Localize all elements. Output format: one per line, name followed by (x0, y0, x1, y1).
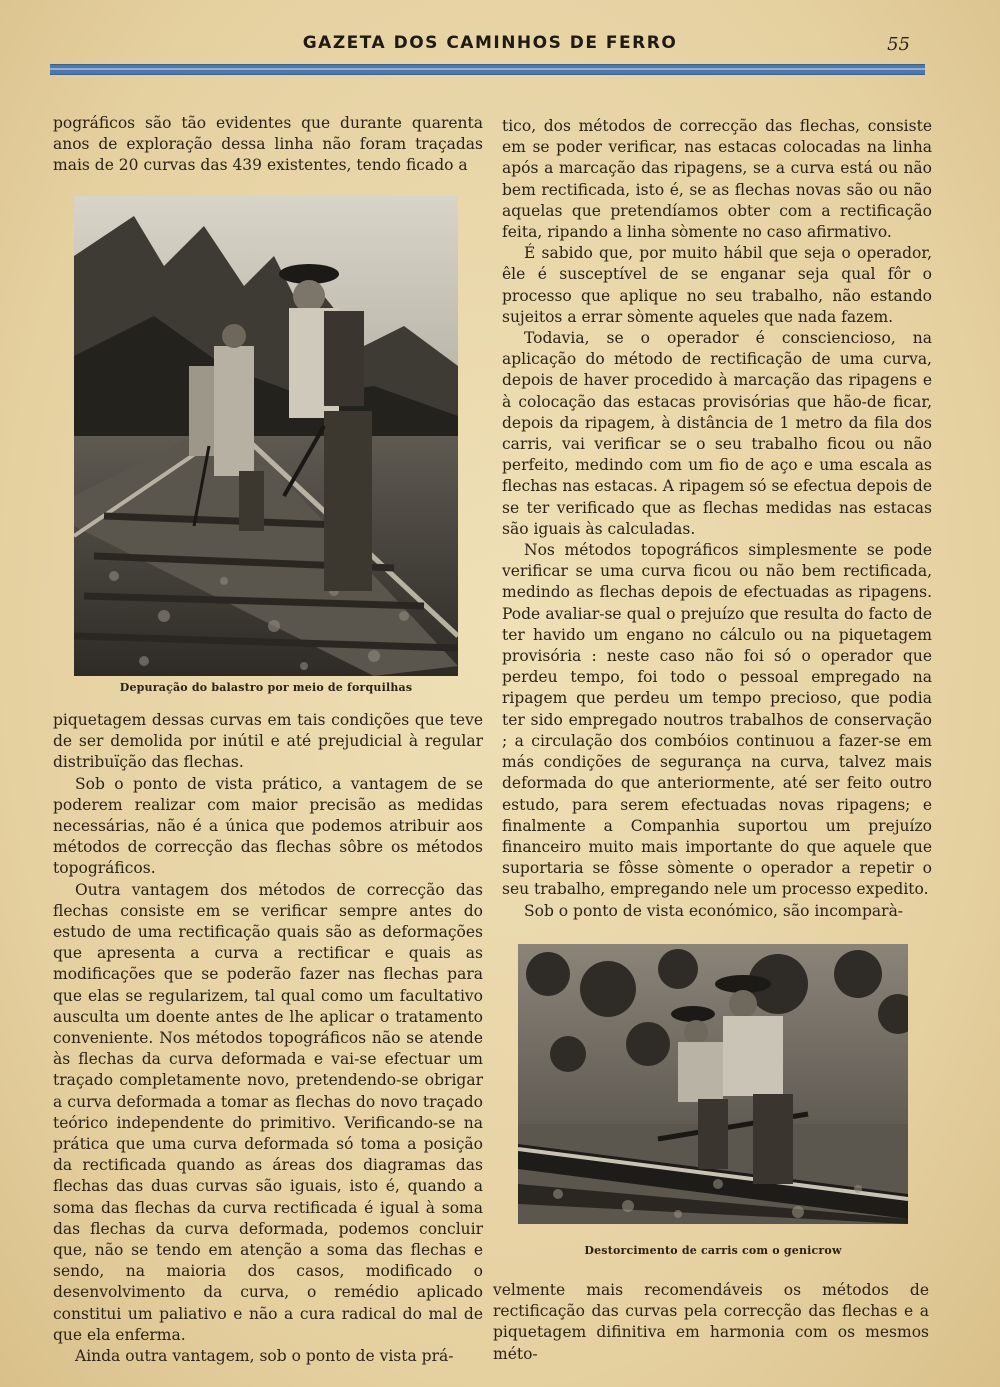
page-header (50, 30, 930, 60)
paragraph: Sob o ponto de vista económico, são incomparà- (524, 901, 904, 920)
paragraph: Ainda outra vantagem, sob o ponto de vista prá- (75, 1347, 454, 1366)
figure-caption: Depuração do balastro por meio de forquilhas (119, 681, 413, 694)
left-column-bottom (53, 710, 483, 1367)
paragraph: piquetagem dessas curvas em tais condições que teve de ser demolida por inútil e até prejudicial à regular distribuïção das flechas. (53, 711, 483, 772)
photo-ballast-forks (74, 196, 458, 676)
publication-title: GAZETA DOS CAMINHOS DE FERRO (302, 33, 678, 53)
photo-workers-on-track-icon (74, 196, 458, 676)
photo-rail-twisting (518, 944, 908, 1224)
right-column-top (502, 116, 932, 922)
paragraph: Sob o ponto de vista prático, a vantagem de se poderem realizar com maior precisão as medidas necessárias, não é a única que podemos atribuir aos métodos de correcção das flechas sôbre os métodos topográficos. (53, 774, 483, 878)
paragraph: Todavia, se o operador é consciencioso, na aplicação do método de rectificação de uma curva, depois de haver procedido à marcação das ripagens e à colocação das estacas provisórias que hão-de ficar, depois da ripagem, à distância de 1 metro da fila dos carris, vai verificar se o seu trabalho ficou ou não perfeito, medindo com um fio de aço e uma escala as flechas nas estacas. A ripagem só se efectua depois de se ter verificado que as flechas medidas nas estacas são iguais às calculadas. (502, 329, 932, 538)
paragraph: velmente mais recomendáveis os métodos de rectificação das curvas pela correcção das flechas e a piquetagem difinitiva em harmonia com os mesmos méto- (493, 1281, 929, 1363)
figure-caption: Destorcimento de carris com o genicrow (584, 1244, 842, 1257)
header-rule (50, 64, 925, 75)
paragraph: Outra vantagem dos métodos de correcção das flechas consiste em se verificar sempre antes do estudo de uma rectificação quais são as deformações que apresenta a curva a rectificar e quais as modificações que se poderão fazer nas flechas para que elas se regularizem, tal qual como um facultativo ausculta um doente antes de lhe aplicar o tratamento conveniente. Nos métodos topográficos não se atende às flechas da curva deformada e vai-se efectuar um traçado completamente novo, pretendendo-se obrigar a curva deformada a tomar as flechas do novo traçado teórico independente do primitivo. Verificando-se na prática que uma curva deformada só toma a posição da rectificada quando as áreas dos diagramas das flechas das duas curvas são iguais, isto é, quando a soma das flechas da curva rectificada é igual à soma das flechas da curva deformada, podemos concluir que, não se tendo em atenção a soma das flechas e sendo, na maioria dos casos, modificado o desenvolvimento da curva, o remédio aplicado constitui um paliativo e não a cura radical do mal de que ela enferma. (53, 880, 483, 1344)
page-number: 55 (887, 34, 910, 55)
paragraph: tico, dos métodos de correcção das flechas, consiste em se poder verificar, nas estacas colocadas na linha após a marcação das ripagens, se a curva está ou não bem rectificada, isto é, se as flechas novas são ou não aquelas que pretendíamos obter com a rectificação feita, ripando a linha sòmente no caso afirmativo. (502, 117, 932, 242)
paragraph: Nos métodos topográficos simplesmente se pode verificar se uma curva ficou ou não bem rectificada, medindo as flechas depois de efectuadas as ripagens. Pode avaliar-se qual o prejuízo que resulta do facto de ter havido um engano no cálculo ou na piquetagem provisória : neste caso não foi só o operador que perdeu tempo, foi todo o pessoal empregado na ripagem que perdeu um tempo precioso, que podia ter sido empregado noutros trabalhos de conservação ; a circulação dos combóios continuou a fazer-se em más condições de segurança na curva, talvez mais deformada do que anteriormente, até ser feito outro estudo, para serem efectuadas novas ripagens; e finalmente a Companhia suportou um prejuízo financeiro muito mais importante do que aquele que suportaria se fôsse sòmente o operador a repetir o seu trabalho, empregando nele um processo expedito. (502, 541, 932, 899)
paragraph: É sabido que, por muito hábil que seja o operador, êle é susceptível de se enganar seja qual fôr o processo que aplique no seu trabalho, não estando sujeitos a errar sòmente aqueles que nada fazem. (502, 244, 932, 326)
right-column-bottom (493, 1280, 929, 1365)
photo-workers-with-genicrow-icon (518, 944, 908, 1224)
paragraph: pográficos são tão evidentes que durante quarenta anos de exploração dessa linha não foram traçadas mais de 20 curvas das 439 existentes, tendo ficado a (53, 114, 483, 175)
left-column-top (53, 113, 483, 177)
